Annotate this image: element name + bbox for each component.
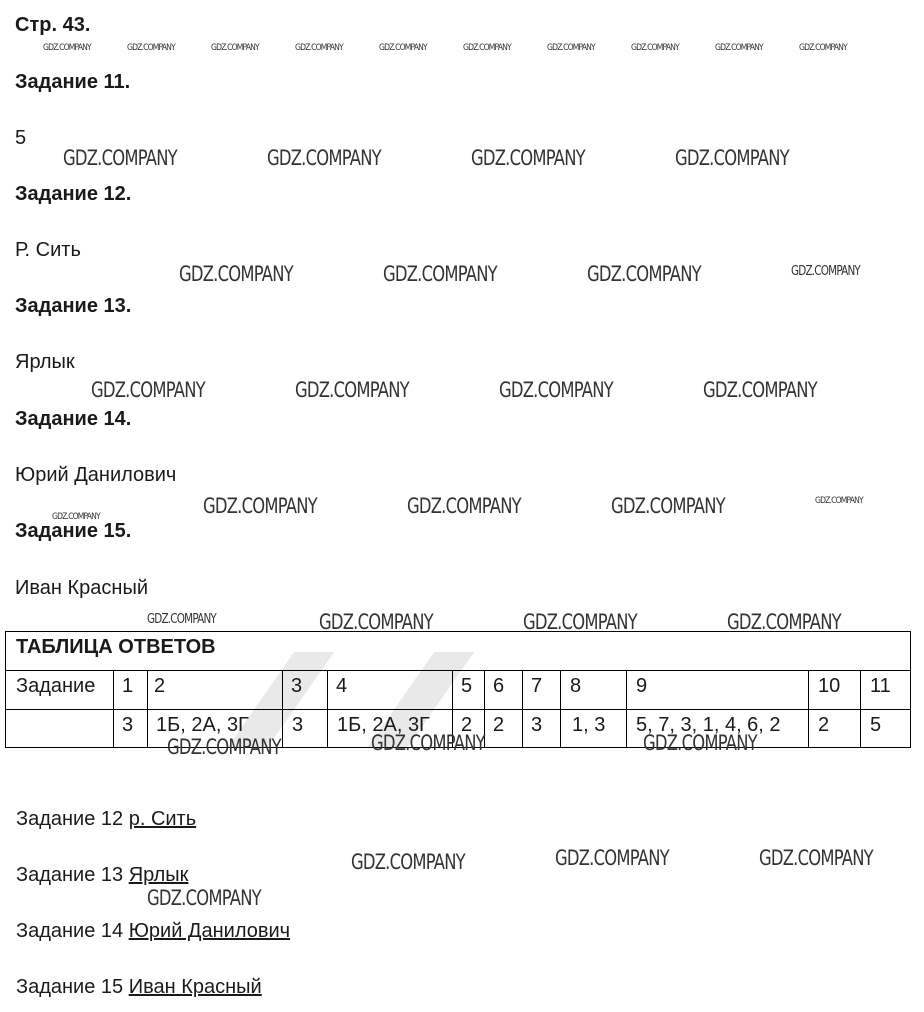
column-header: 9 [636, 675, 648, 697]
task-answer: Юрий Данилович [15, 464, 177, 486]
watermark: GDZ.COMPANY [295, 378, 409, 402]
table-cell: 5 [870, 714, 882, 736]
column-header: 8 [570, 675, 582, 697]
summary-answer: Иван Красный [128, 976, 262, 998]
watermark: GDZ.COMPANY [371, 731, 485, 755]
column-header: 5 [461, 675, 473, 697]
summary-answer: Ярлык [128, 864, 189, 886]
watermark: GDZ.COMPANY [52, 512, 100, 522]
watermark: GDZ.COMPANY [91, 378, 205, 402]
watermark: GDZ.COMPANY [383, 262, 497, 286]
watermark: GDZ.COMPANY [499, 378, 613, 402]
watermark: GDZ.COMPANY [547, 43, 595, 53]
task-answer: Р. Сить [15, 239, 81, 261]
watermark: GDZ.COMPANY [815, 496, 863, 506]
watermark: GDZ.COMPANY [127, 43, 175, 53]
column-header: 6 [493, 675, 505, 697]
watermark: GDZ.COMPANY [379, 43, 427, 53]
watermark: GDZ.COMPANY [147, 886, 261, 910]
summary-prefix: Задание 12 [16, 808, 124, 830]
watermark: GDZ.COMPANY [675, 146, 789, 170]
watermark: GDZ.COMPANY [631, 43, 679, 53]
task-answer: Иван Красный [15, 577, 148, 599]
summary-line [16, 864, 188, 887]
watermark: GDZ.COMPANY [471, 146, 585, 170]
table-title: ТАБЛИЦА ОТВЕТОВ [16, 636, 216, 658]
summary-answer: Юрий Данилович [128, 920, 291, 942]
table-cell: 1Б, 2А, 3Г [156, 714, 249, 736]
summary-line [16, 920, 290, 943]
task-heading: Задание 14. [15, 408, 132, 430]
task-answer: 5 [15, 127, 27, 149]
watermark: GDZ.COMPANY [791, 264, 860, 279]
summary-prefix: Задание 13 [16, 864, 124, 886]
task-answer: Ярлык [15, 351, 75, 373]
table-divider [6, 670, 910, 671]
watermark: GDZ.COMPANY [759, 846, 873, 870]
watermark: GDZ.COMPANY [211, 43, 259, 53]
watermark: GDZ.COMPANY [267, 146, 381, 170]
table-cell: 3 [531, 714, 543, 736]
task-heading: Задание 13. [15, 295, 132, 317]
watermark: GDZ.COMPANY [63, 146, 177, 170]
column-header: 11 [870, 675, 891, 697]
watermark: GDZ.COMPANY [351, 850, 465, 874]
task-heading: Задание 11. [15, 71, 131, 93]
column-header: 2 [154, 675, 166, 697]
watermark: GDZ.COMPANY [523, 610, 637, 634]
watermark: GDZ.COMPANY [179, 262, 293, 286]
watermark: GDZ.COMPANY [703, 378, 817, 402]
summary-answer: р. Сить [128, 808, 197, 830]
table-cell: 1Б, 2А, 3Г [337, 714, 430, 736]
watermark: GDZ.COMPANY [407, 494, 521, 518]
watermark: GDZ.COMPANY [147, 612, 216, 627]
column-header: 3 [291, 675, 303, 697]
table-cell: 3 [122, 714, 134, 736]
page-label: Стр. 43. [15, 14, 91, 36]
watermark: GDZ.COMPANY [715, 43, 763, 53]
watermark: GDZ.COMPANY [203, 494, 317, 518]
watermark: GDZ.COMPANY [643, 731, 757, 755]
watermark: GDZ.COMPANY [167, 735, 281, 759]
watermark: GDZ.COMPANY [727, 610, 841, 634]
watermark: GDZ.COMPANY [463, 43, 511, 53]
summary-line [16, 976, 262, 999]
summary-prefix: Задание 15 [16, 976, 124, 998]
column-header: 10 [818, 675, 841, 697]
task-heading: Задание 15. [15, 520, 132, 542]
column-header: 7 [531, 675, 543, 697]
watermark: GDZ.COMPANY [611, 494, 725, 518]
table-cell: 2 [818, 714, 830, 736]
watermark: GDZ.COMPANY [587, 262, 701, 286]
watermark: GDZ.COMPANY [555, 846, 669, 870]
watermark: GDZ.COMPANY [319, 610, 433, 634]
table-divider [6, 709, 910, 710]
summary-prefix: Задание 14 [16, 920, 124, 942]
table-cell: 2 [461, 714, 473, 736]
table-cell: 1, 3 [572, 714, 606, 736]
task-heading: Задание 12. [15, 183, 132, 205]
row-label: Задание [16, 675, 96, 697]
table-cell: 5, 7, 3, 1, 4, 6, 2 [636, 714, 781, 736]
table-cell: 2 [493, 714, 505, 736]
watermark: GDZ.COMPANY [799, 43, 847, 53]
column-header: 4 [336, 675, 348, 697]
summary-line [16, 808, 196, 831]
column-header: 1 [122, 675, 134, 697]
table-cell: 3 [292, 714, 304, 736]
watermark: GDZ.COMPANY [43, 43, 91, 53]
watermark: GDZ.COMPANY [295, 43, 343, 53]
